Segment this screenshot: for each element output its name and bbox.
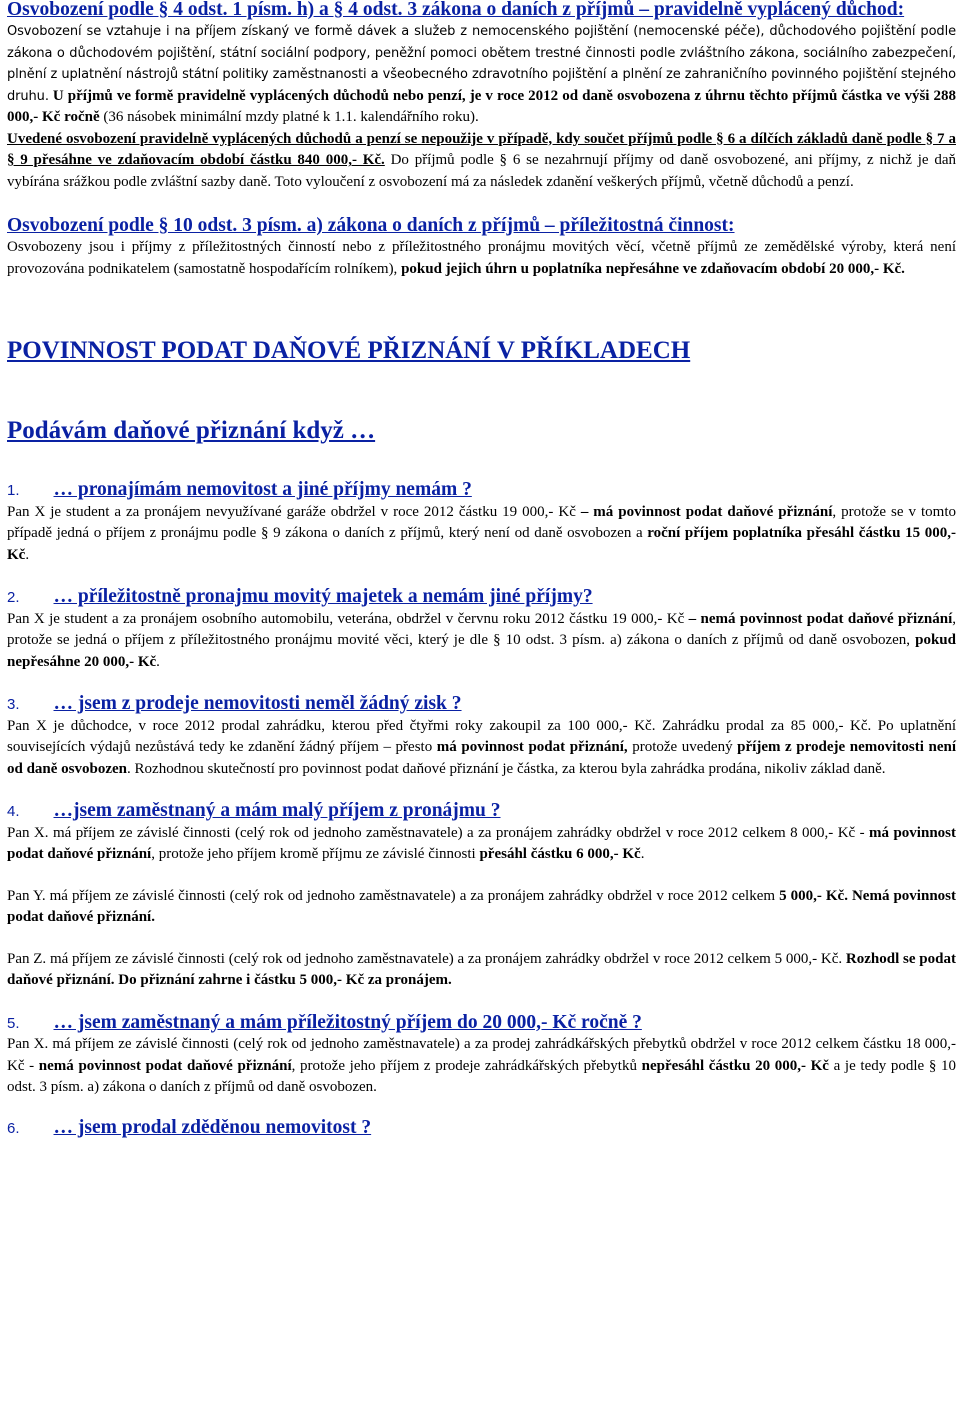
paragraph-text: Pan X je důchodce, v roce 2012 prodal zahrádku, kterou před čtyřmi roky zakoupil za 100 000,- Kč. Zahrádku prodal za 85 000,- Kč. Po uplatnění souvisejících výdajů nezůstává tedy ke zdanění žádný příjem – přesto [7,717,956,755]
example-heading [7,693,956,716]
example-title: … příležitostně pronajmu movitý majetek a nemám jiné příjmy? [53,586,593,607]
subtitle: Podávám daňové přiznání když … [7,417,376,444]
bold-text: U příjmů ve formě pravidelně vyplácených důchodů nebo penzí, je v roce 2012 od daně osvobozena z úhrnu těchto příjmů částka ve výši 288 000,- Kč ročně [7,87,956,125]
bold-text: pokud nepřesáhne 20 000,- Kč [7,632,956,670]
example-paragraph [7,502,956,567]
example-number: 3. [7,696,20,713]
paragraph-text: . [25,546,30,563]
paragraph-text: , protože se v tomto případě jedná o příjem z pronájmu podle § 9 zákona o daních z příjmů, který není od daně osvobozen a [7,503,956,541]
bold-text: nemá povinnost podat daňové přiznání [38,1057,292,1074]
paragraph-text: a je tedy podle § 10 odst. 3 písm. a) zákona o daních z příjmů od daně osvobozen. [7,1057,957,1095]
example-paragraph [7,716,956,781]
bold-text: pokud jejich úhrn u poplatníka nepřesáhne ve zdaňovacím období 20 000,- Kč. [401,260,905,277]
paragraph-text: Pan X je student a za pronájem osobního automobilu, veterána, obdržel v červnu roku 2012 částku 19 000,- Kč [7,610,689,627]
example-paragraph [7,1034,956,1099]
paragraph-text: (36 násobek minimální mzdy platné k 1.1. kalendářního roku). [99,109,479,125]
paragraph-text: Do příjmů podle § 6 se nezahrnují příjmy od daně osvobozené, ani příjmy, z nichž je daň vybírána srážkou podle zvláštní sazby daně. Toto vyloučení z osvobození má za následek zdanění veškerých příjmů, včetně důchodů a penzí. [7,152,956,190]
paragraph-pension-exemption [7,21,956,129]
example-number: 5. [7,1014,20,1032]
example-3 [7,693,956,780]
paragraph-occasional-income [7,237,956,280]
example-paragraph-z [7,949,956,992]
example-title: … jsem zaměstnaný a mám příležitostný příjem do 20 000,- Kč ročně ? [53,1011,642,1033]
example-title: …jsem zaměstnaný a mám malý příjem z pronájmu ? [53,800,501,821]
bold-text: nepřesáhl částku 20 000,- Kč [641,1057,829,1074]
paragraph-text: Pan X je student a za pronájem nevyužívané garáže obdržel v roce 2012 částku 19 000,- Kč [7,503,581,520]
example-6 [7,1117,956,1140]
example-title: … pronajímám nemovitost a jiné příjmy nemám ? [53,479,472,500]
example-heading [7,800,956,823]
example-number: 6. [7,1119,20,1137]
example-number: 2. [7,589,20,606]
paragraph-text: . [640,846,645,862]
example-heading [7,1012,956,1035]
underlined-bold-text: Uvedené osvobození pravidelně vyplácených důchodů a penzí se nepoužije v případě, kdy součet příjmů podle § 6 a dílčích základů daně podle § 7 a § 9 přesáhne ve zdaňovacím období částku 840 000,- Kč. [7,130,956,168]
example-number: 1. [7,482,20,499]
paragraph-text: , protože jeho příjem kromě příjmu ze závislé činnosti [151,846,480,862]
paragraph-text: protože uvedený [627,739,738,755]
paragraph-text: Pan X. má příjem ze závislé činnosti (celý rok od jednoho zaměstnavatele) a za prodej zahrádkářských přebytků obdržel v roce 2012 celkem částku 18 000,- Kč - [7,1036,956,1074]
example-paragraph [7,823,956,866]
paragraph-text: Osvobození se vztahuje i na příjem získaný ve formě dávek a služeb z nemocenského pojištění (nemocenské péče), důchodového pojištění podle zákona o důchodovém pojištění, státní sociální podpory, peněžní pomoci obětem trestné činnosti podle zvláštního zákona, sociálního zabezpečení, plnění z uplatnění nástrojů státní politiky zaměstnanosti a všeobecného zdravotního pojištění a plnění ze zahraničního povinného pojištění stejného druhu. [7,24,956,104]
example-paragraph [7,609,956,674]
paragraph-text: . Rozhodnou skutečností pro povinnost podat daňové přiznání je částka, za kterou byla zahrádka prodána, nikoliv základ daně. [127,760,886,777]
bold-text: má povinnost podat daňové přiznání [7,824,956,862]
example-title: … jsem prodal zděděnou nemovitost ? [53,1116,372,1138]
example-heading [7,586,956,609]
example-5 [7,1012,956,1099]
bold-text: má povinnost podat přiznání, [436,739,628,755]
example-1 [7,479,956,566]
bold-text: Rozhodl se podat daňové přiznání. Do přiznání zahrne i částku 5 000,- Kč za pronájem. [7,950,956,988]
bold-text: – nemá povinnost podat daňové přiznání [688,610,953,627]
example-number: 4. [7,803,20,820]
paragraph-text: Pan X. má příjem ze závislé činnosti (celý rok od jednoho zaměstnavatele) a za pronájem zahrádky obdržel v roce 2012 celkem 8 000,- Kč - [7,824,870,841]
bold-text: 5 000,- Kč. Nemá povinnost podat daňové přiznání. [7,887,956,925]
paragraph-text: Pan Y. má příjem ze závislé činnosti (celý rok od jednoho zaměstnavatele) a za pronájem zahrádky obdržel v roce 2012 celkem [7,887,780,904]
paragraph-text: . [156,653,160,670]
example-paragraph-y [7,886,956,929]
bold-text: příjem z prodeje nemovitosti není od daně osvobozen [7,739,956,777]
main-title: POVINNOST PODAT DAŇOVÉ PŘIZNÁNÍ V PŘÍKLADECH [7,337,691,364]
bold-text: roční příjem poplatníka přesáhl částku 15 000,- Kč [7,525,956,563]
section-heading-occasional: Osvobození podle § 10 odst. 3 písm. a) zákona o daních z příjmů – příležitostná činnost: [7,215,735,236]
example-heading [7,1117,956,1140]
paragraph-text: , protože jeho příjem z prodeje zahrádkářských přebytků [291,1057,642,1074]
bold-text: – má povinnost podat daňové přiznání [580,503,833,520]
bold-text: přesáhl částku 6 000,- Kč [479,846,641,862]
example-title: … jsem z prodeje nemovitosti neměl žádný zisk ? [53,693,462,714]
paragraph-text: Pan Z. má příjem ze závislé činnosti (celý rok od jednoho zaměstnavatele) a za pronájem zahrádky obdržel v roce 2012 celkem 5 000,- Kč. [7,950,846,967]
example-heading [7,479,956,502]
paragraph-text: , protože se jedná o příjem z příležitostného pronájmu movité věci, který je dle § 10 odst. 3 písm. a) zákona o daních z příjmů od daně osvobozen, [7,610,956,648]
paragraph-text: Osvobozeny jsou i příjmy z příležitostných činností nebo z příležitostného pronájmu movitých věcí, včetně příjmů ze zemědělské výroby, která není provozována podnikatelem (samostatně hospodařícím rolníkem), [7,239,956,277]
example-4 [7,800,956,992]
paragraph-pension-limit [7,129,956,194]
example-2 [7,586,956,673]
section-heading-pension: Osvobození podle § 4 odst. 1 písm. h) a § 4 odst. 3 zákona o daních z příjmů – pravidelně vyplácený důchod: [7,0,905,20]
